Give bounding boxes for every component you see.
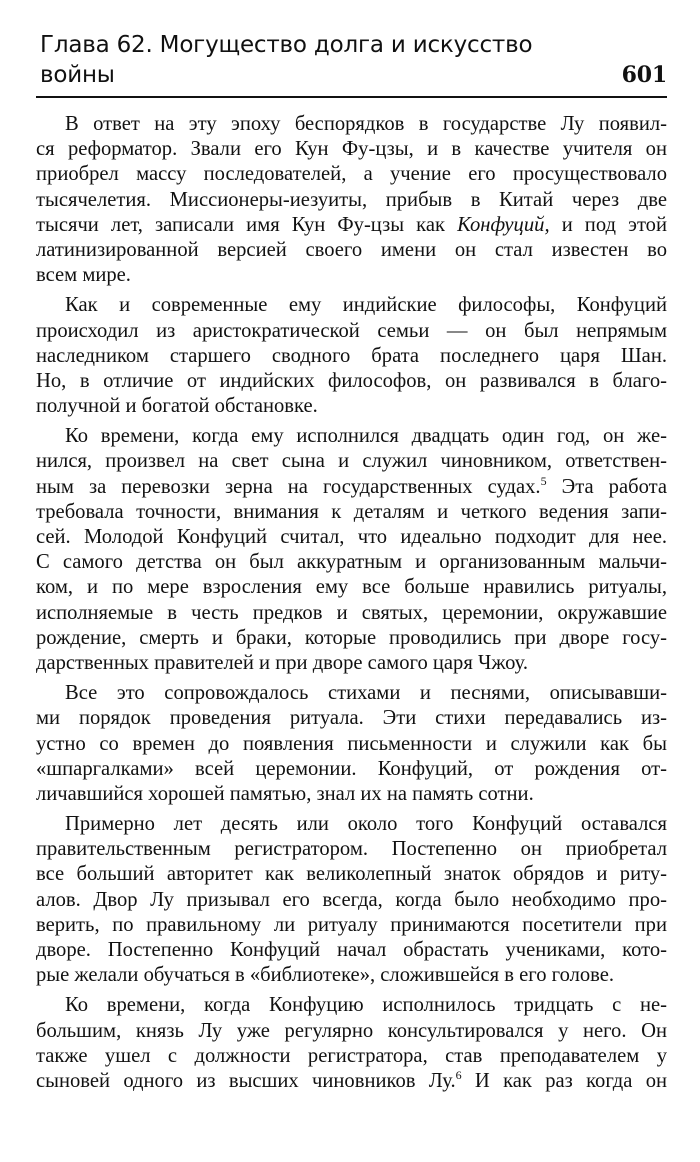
- page-number: 601: [621, 62, 667, 88]
- footnote-marker[interactable]: 6: [455, 1068, 462, 1083]
- chapter-title: Глава 62. Могущество долга и искусство войны: [40, 32, 533, 88]
- text-line: дарственных правителей и при дворе самого царя Чжоу.: [36, 651, 528, 674]
- text-line: ми порядок проведения ритуала. Эти стихи передавались из-: [36, 707, 667, 730]
- text-line: В ответ на эту эпоху беспорядков в государстве Лу появил-: [65, 113, 667, 135]
- text-line: устно со времен до появления письменности и служили как бы: [36, 732, 667, 755]
- paragraph-1: [36, 112, 667, 288]
- text-line: Все это сопровождалось стихами и песнями, описывавши-: [65, 682, 667, 705]
- text-line: требовала точности, внимания к деталям и четкого ведения запи-: [36, 500, 667, 523]
- text-line: всем мире.: [36, 264, 131, 287]
- paragraph-6: [36, 993, 667, 1094]
- text-fragment: и под этой: [549, 213, 667, 236]
- text-fragment: ным за перевозки зерна на государственных судах.: [36, 475, 541, 498]
- text-line-with-footnote: [36, 1069, 667, 1094]
- text-line: также ушел с должности регистратора, став преподавателем у: [36, 1044, 667, 1067]
- paragraph-5: [36, 812, 667, 988]
- text-line: верить, по правильному ли ритуалу принимаются посетители при: [36, 913, 667, 936]
- text-line: рые желали обучаться в «библиотеке», сложившейся в его голове.: [36, 964, 615, 987]
- text-line: все больший авторитет как великолепный знаток обрядов и риту-: [36, 863, 667, 886]
- italic-term: Конфуций,: [457, 213, 550, 236]
- text-line: исполняемые в честь предков и святых, церемонии, окружавшие: [36, 601, 667, 624]
- text-line: происходил из аристократической семьи — он был непрямым: [36, 319, 667, 342]
- text-line: приобрел массу последователей, а учение его просуществовало: [36, 163, 667, 186]
- text-fragment: Эта работа: [546, 475, 667, 498]
- text-line: рождение, смерть и браки, которые проводились при дворе госу-: [36, 626, 667, 649]
- text-line: Ко времени, когда Конфуцию исполнилось тридцать с не-: [65, 994, 667, 1017]
- text-line: наследником старшего сводного брата последнего царя Шан.: [36, 344, 667, 367]
- body-text: [36, 112, 667, 1094]
- running-head: [36, 30, 667, 98]
- paragraph-4: [36, 681, 667, 807]
- text-line: получной и богатой обстановке.: [36, 395, 318, 418]
- text-line: большим, князь Лу уже регулярно консультировался у него. Он: [36, 1019, 667, 1042]
- paragraph-2: [36, 293, 667, 419]
- text-fragment: сыновей одного из высших чиновников Лу.: [36, 1069, 456, 1092]
- text-line: Но, в отличие от индийских философов, он развивался в благо-: [36, 369, 667, 392]
- text-fragment: тысячи лет, записали имя Кун Фу-цзы как: [36, 213, 445, 236]
- text-line: алов. Двор Лу призывал его всегда, когда было необходимо про-: [36, 888, 667, 911]
- text-line: ся реформатор. Звали его Кун Фу-цзы, и в качестве учителя он: [36, 138, 667, 161]
- text-line: нился, произвел на свет сына и служил чиновником, ответствен-: [36, 450, 667, 473]
- text-line: тысячелетия. Миссионеры-иезуиты, прибыв в Китай через две: [36, 188, 667, 211]
- footnote-marker[interactable]: 5: [540, 473, 547, 488]
- text-line: С самого детства он был аккуратным и организованным мальчи-: [36, 551, 667, 574]
- paragraph-3: [36, 424, 667, 676]
- text-line: личавшийся хорошей памятью, знал их на память сотни.: [36, 782, 534, 805]
- text-line: Примерно лет десять или около того Конфуций оставался: [65, 813, 667, 836]
- text-line: Как и современные ему индийские философы, Конфуций: [65, 294, 667, 317]
- text-line-with-footnote: [36, 475, 667, 500]
- text-line: правительственным регистратором. Постепенно он приобретал: [36, 838, 667, 861]
- text-line-with-italic: [36, 213, 667, 238]
- text-fragment: И как раз когда он: [461, 1069, 668, 1092]
- text-line: ком, и по мере взросления ему все больше нравились ритуалы,: [36, 576, 667, 599]
- text-line: Ко времени, когда ему исполнился двадцать один год, он же-: [65, 425, 667, 448]
- text-line: «шпаргалками» всей церемонии. Конфуций, от рождения от-: [36, 757, 667, 780]
- text-line: латинизированной версией своего имени он стал известен во: [36, 238, 667, 261]
- text-line: дворе. Постепенно Конфуций начал обрастать учениками, кото-: [36, 939, 667, 961]
- text-line: сей. Молодой Конфуций считал, что идеально подходит для нее.: [36, 526, 667, 548]
